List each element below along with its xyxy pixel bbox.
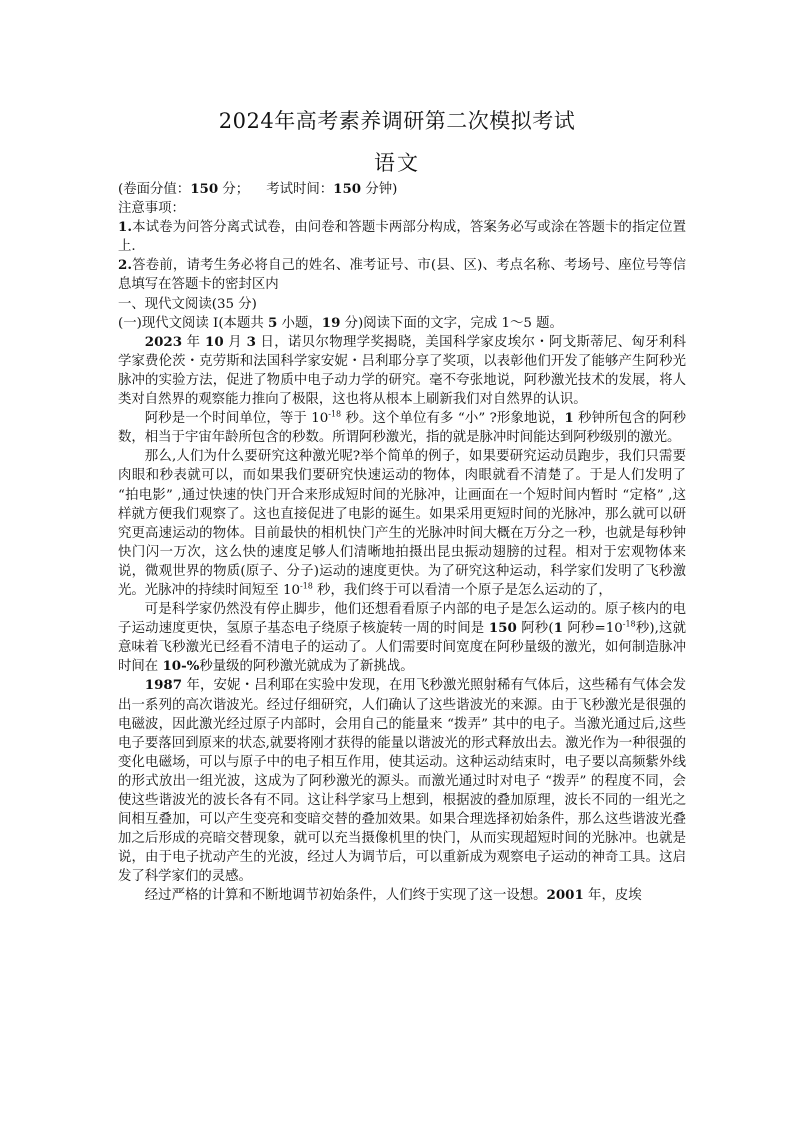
number: 1 [564, 410, 574, 427]
passage-paragraph-3 [118, 447, 686, 600]
exam-info-line [118, 180, 686, 199]
passage-paragraph-4 [118, 600, 686, 676]
score-label: (卷面分值： [118, 182, 191, 197]
number: 1 [553, 620, 563, 637]
subsection-text: (一)现代文阅读 Ⅰ(本题共 [118, 315, 268, 331]
question-count: 5 [268, 314, 278, 331]
time-label: 考试时间： [249, 182, 334, 197]
passage-paragraph-1 [118, 333, 686, 409]
number: 10-% [162, 658, 200, 675]
passage-paragraph-2 [118, 409, 686, 447]
time-value: 150 [333, 181, 362, 197]
subsection-text: 分)阅读下面的文字，完成 1～5 题。 [340, 315, 563, 331]
notice-item-2 [118, 256, 686, 294]
year: 2001 [546, 887, 584, 904]
text: 秒),这就意味着飞秒激光已经看不清电子的运动了。人们需要时间宽度在阿秒量级的激光，如何制造脉冲时间在 [118, 621, 687, 675]
text: 那么,人们为什么要研究这种激光呢?举个简单的例子，如果要研究运动员跑步，我们只需要肉眼和秒表就可以，而如果我们要研究快速运动的物体，肉眼就看不清楚了。于是人们发明了 “拍电影” ,通过快速的快门开合来形成短时间的光脉冲，让画面在一个短时间内暂时 “定格” ,这样就方便我们观察了。这也直接促进了电影的诞生。如果采用更短时间的光脉冲，那么就可以研究更高速运动的物体。目前最快的相机快门产生的光脉冲时间大概在万分之一秒，也就是每秒钟快门闪一万次，这么快的速度足够人们清晰地拍摄出昆虫振动翅膀的过程。相对于宏观物体来说，微观世界的物质(原子、分子)运动的速度更快。为了研究这种运动，科学家们发明了飞秒激光。光脉冲的持续时间短至 10 [118, 449, 686, 598]
subsection-text: 小题， [277, 315, 322, 331]
text: 秒。这个单位有多 “小” ?形象地说， [341, 411, 565, 427]
notice-heading: 注意事项： [118, 201, 185, 217]
notice-item-number: 1. [118, 219, 132, 236]
subsection-score: 19 [321, 314, 341, 331]
year: 2023 [144, 333, 183, 350]
text: 可是科学家仍然没有停止脚步，他们还想看看原子内部的电子是怎么运动的。原子核内的电子运动速度更快，氢原子基态电子绕原子核旋转一周的时间是 [118, 602, 686, 637]
number: 150 [488, 620, 517, 637]
text: 年 [182, 334, 206, 350]
section-heading: 一、现代文阅读(35 分) [118, 296, 257, 312]
month: 10 [205, 333, 224, 350]
exponent: -18 [299, 581, 313, 591]
exponent: -18 [622, 619, 636, 629]
text: 阿秒=10 [562, 621, 623, 637]
text: 年，皮埃 [583, 888, 642, 904]
text: 日，诺贝尔物理学奖揭晓，美国科学家皮埃尔・阿戈斯蒂尼、匈牙利科学家费伦茨・克劳斯和法国科学家安妮・吕利耶分享了奖项，以表彰他们开发了能够产生阿秒光脉冲的实验方法，促进了物质中电子动力学的研究。毫不夸张地说，阿秒激光技术的发展，将人类对自然界的观察能力推向了极限，这也将从根本上刷新我们对自然界的认识。 [118, 334, 687, 408]
passage-paragraph-5 [118, 676, 686, 886]
text: 秒，我们终于可以看清一个原子是怎么运动的了， [312, 582, 612, 598]
subject-title: 语文 [374, 151, 420, 175]
exam-body [118, 180, 686, 906]
text: 经过严格的计算和不断地调节初始条件，人们终于实现了这一设想。 [144, 888, 547, 904]
score-value: 150 [190, 181, 219, 197]
notice-item-text: 本试卷为问答分离式试卷，由问卷和答题卡两部分构成，答案务必写或涂在答题卡的指定位置上. [118, 220, 686, 255]
text: 年，安妮・吕利耶在实验中发现，在用飞秒激光照射稀有气体后，这些稀有气体会发出一系列的高次谐波光。经过仔细研究，人们确认了这些谐波光的来源。由于飞秒激光是很强的电磁波，因此激光经过原子内部时，会用自己的能量来 “拨弄” 其中的电子。当激光通过后,这些电子要落回到原来的状态,就要将刚才获得的能量以谐波光的形式释放出去。激光作为一种很强的变化电磁场，可以与原子中的电子相互作用，使其运动。这种运动结束时，电子要以高频紫外线的形式放出一组光波，这成为了阿秒激光的源头。而激光通过时对电子 “拨弄” 的程度不同，会使这些谐波光的波长各有不同。这让科学家马上想到，根据波的叠加原理，波长不同的一组光之间相互叠加，可以产生变亮和变暗交替的叠加效果。如果合理选择初始条件，那么这些谐波光叠加之后形成的亮暗交替现象，就可以充当摄像机里的快门，从而实现超短时间的光脉冲。也就是说，由于电子扰动产生的光波，经过人为调节后，可以重新成为观察电子运动的神奇工具。这启发了科学家们的灵感。 [118, 678, 686, 885]
text: 阿秒( [516, 621, 554, 637]
text: 月 [223, 334, 247, 350]
exponent: -18 [328, 409, 342, 419]
exam-title: 2024年高考素养调研第二次模拟考试 [218, 109, 576, 133]
text: 秒钟所包含的阿秒数，相当于宇宙年龄所包含的秒数。所谓阿秒激光，指的就是脉冲时间能达到阿秒级别的激光。 [118, 411, 687, 446]
score-unit: 分； [218, 182, 250, 197]
notice-item-1 [118, 218, 686, 256]
notice-item-number: 2. [118, 257, 132, 274]
notice-item-text: 答卷前，请考生务必将自己的姓名、准考证号、市(县、区)、考点名称、考场号、座位号等信息填写在答题卡的密封区内 [118, 258, 686, 293]
day: 3 [246, 333, 256, 350]
text: 阿秒是一个时间单位，等于 10 [144, 411, 329, 427]
time-unit: 分钟) [361, 182, 398, 197]
subsection-heading [118, 314, 686, 333]
text: 秒量级的阿秒激光就成为了新挑战。 [199, 659, 414, 675]
passage-paragraph-6 [118, 886, 686, 905]
year: 1987 [144, 677, 183, 694]
